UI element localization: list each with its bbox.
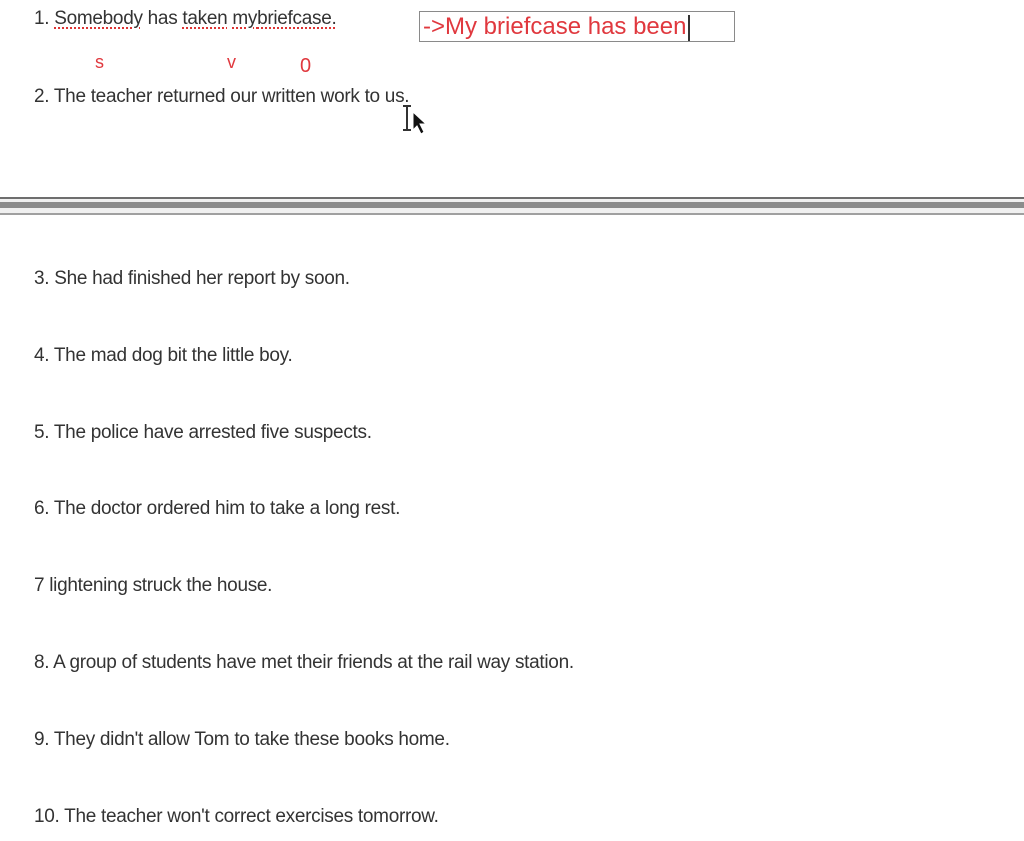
sentence-1-number: 1.: [34, 8, 50, 29]
sentence-1-subject: Somebody: [54, 8, 143, 29]
page-break-bar: [0, 202, 1024, 208]
text-cursor-arrow-icon: [400, 104, 434, 136]
sentence-2[interactable]: 2. The teacher returned our written work to us.: [34, 86, 410, 107]
sentence-9[interactable]: 9. They didn't allow Tom to take these books home.: [34, 729, 450, 750]
sentence-1[interactable]: [34, 8, 336, 30]
sentence-4[interactable]: 4. The mad dog bit the little boy.: [34, 345, 293, 366]
page-break: [0, 197, 1024, 215]
sentence-7[interactable]: 7 lightening struck the house.: [34, 575, 273, 596]
label-object: 0: [300, 55, 312, 77]
answer-textbox[interactable]: [419, 11, 735, 42]
text-caret: [688, 15, 690, 41]
sentence-5[interactable]: 5. The police have arrested five suspects.: [34, 422, 372, 443]
sentence-1-object-word1: my: [232, 8, 258, 29]
sentence-1-verb-pre: has: [147, 8, 178, 29]
sentence-1-verb: taken: [182, 8, 228, 29]
label-subject: s: [95, 52, 104, 72]
sentence-3[interactable]: 3. She had finished her report by soon.: [34, 268, 350, 289]
sentence-8[interactable]: 8. A group of students have met their friends at the rail way station.: [34, 652, 574, 673]
sentence-1-object-word2: briefcase.: [257, 8, 337, 29]
label-verb: v: [227, 52, 236, 72]
sentence-6[interactable]: 6. The doctor ordered him to take a long rest.: [34, 498, 401, 519]
sentence-10[interactable]: 10. The teacher won't correct exercises tomorrow.: [34, 806, 439, 827]
answer-text: ->My briefcase has been: [423, 13, 687, 40]
